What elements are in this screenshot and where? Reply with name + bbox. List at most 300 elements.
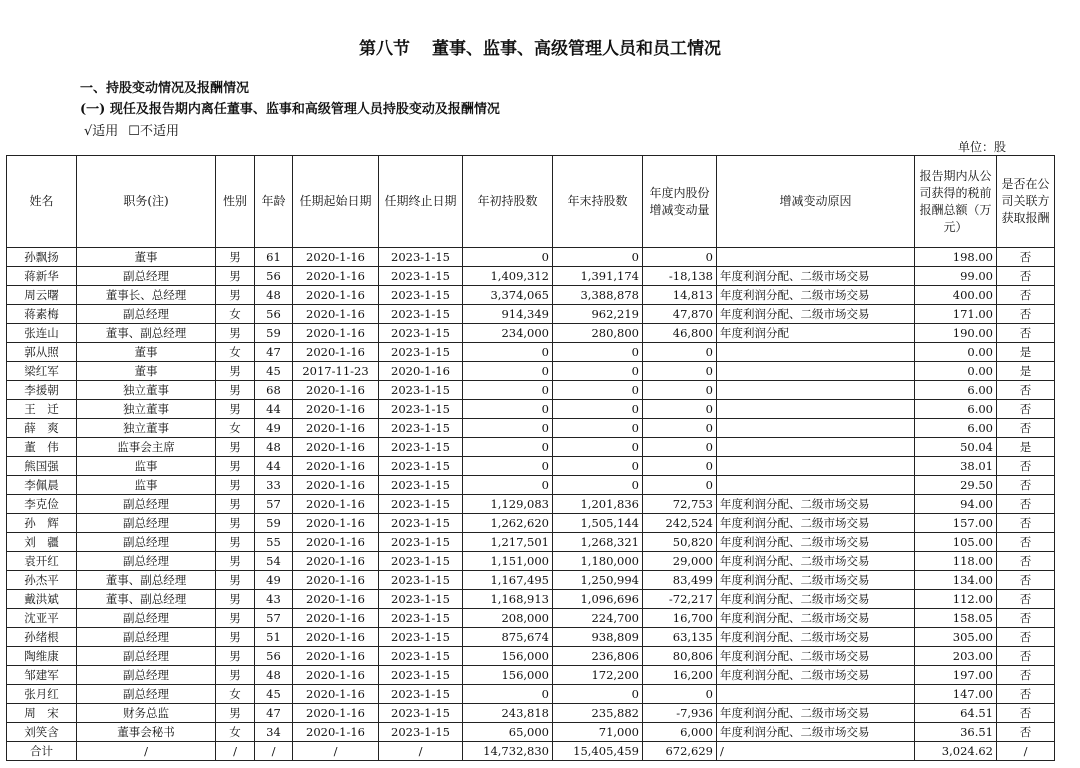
cell-related-party: 否 bbox=[997, 476, 1055, 495]
cell-shares-end: 1,268,321 bbox=[553, 533, 643, 552]
cell-position: / bbox=[77, 742, 216, 761]
cell-shares-end: 15,405,459 bbox=[553, 742, 643, 761]
cell-term-start: 2020-1-16 bbox=[293, 267, 379, 286]
cell-age: 48 bbox=[255, 286, 293, 305]
table-row bbox=[7, 609, 1055, 628]
cell-age: / bbox=[255, 742, 293, 761]
cell-related-party: 否 bbox=[997, 666, 1055, 685]
cell-term-end: 2023-1-15 bbox=[379, 400, 463, 419]
cell-shares-change: -7,936 bbox=[643, 704, 717, 723]
cell-term-start: 2017-11-23 bbox=[293, 362, 379, 381]
cell-shares-end: 962,219 bbox=[553, 305, 643, 324]
cell-term-end: 2023-1-15 bbox=[379, 438, 463, 457]
cell-age: 56 bbox=[255, 647, 293, 666]
cell-compensation: 6.00 bbox=[915, 381, 997, 400]
table-row bbox=[7, 419, 1055, 438]
cell-term-start: 2020-1-16 bbox=[293, 514, 379, 533]
cell-name: 周 宋 bbox=[7, 704, 77, 723]
cell-term-end: 2023-1-15 bbox=[379, 666, 463, 685]
cell-gender: 女 bbox=[216, 723, 255, 742]
cell-compensation: 198.00 bbox=[915, 248, 997, 267]
cell-change-reason: 年度利润分配 bbox=[717, 324, 915, 343]
cell-term-start: 2020-1-16 bbox=[293, 704, 379, 723]
cell-position: 董事、副总经理 bbox=[77, 324, 216, 343]
cell-name: 陶维康 bbox=[7, 647, 77, 666]
cell-related-party: 否 bbox=[997, 248, 1055, 267]
cell-shares-start: 1,262,620 bbox=[463, 514, 553, 533]
cell-term-end: 2023-1-15 bbox=[379, 248, 463, 267]
table-row bbox=[7, 742, 1055, 761]
cell-name: 戴洪斌 bbox=[7, 590, 77, 609]
cell-position: 董事 bbox=[77, 248, 216, 267]
cell-term-end: 2023-1-15 bbox=[379, 552, 463, 571]
cell-compensation: 171.00 bbox=[915, 305, 997, 324]
col-shares-start: 年初持股数 bbox=[463, 156, 553, 248]
table-row bbox=[7, 305, 1055, 324]
cell-term-end: 2023-1-15 bbox=[379, 286, 463, 305]
cell-shares-end: 0 bbox=[553, 343, 643, 362]
cell-shares-change: 0 bbox=[643, 381, 717, 400]
cell-term-end: 2023-1-15 bbox=[379, 609, 463, 628]
cell-related-party: 否 bbox=[997, 533, 1055, 552]
cell-name: 合计 bbox=[7, 742, 77, 761]
cell-shares-end: 0 bbox=[553, 381, 643, 400]
cell-shares-change: 29,000 bbox=[643, 552, 717, 571]
cell-shares-start: 1,409,312 bbox=[463, 267, 553, 286]
cell-gender: 男 bbox=[216, 514, 255, 533]
cell-gender: 男 bbox=[216, 495, 255, 514]
cell-term-start: 2020-1-16 bbox=[293, 552, 379, 571]
cell-age: 47 bbox=[255, 704, 293, 723]
cell-term-start: 2020-1-16 bbox=[293, 476, 379, 495]
cell-position: 监事 bbox=[77, 476, 216, 495]
cell-name: 袁开红 bbox=[7, 552, 77, 571]
cell-shares-end: 3,388,878 bbox=[553, 286, 643, 305]
cell-position: 副总经理 bbox=[77, 609, 216, 628]
table-row bbox=[7, 343, 1055, 362]
cell-age: 44 bbox=[255, 457, 293, 476]
cell-change-reason bbox=[717, 685, 915, 704]
cell-term-end: 2023-1-15 bbox=[379, 628, 463, 647]
cell-position: 副总经理 bbox=[77, 666, 216, 685]
cell-compensation: 112.00 bbox=[915, 590, 997, 609]
table-row bbox=[7, 704, 1055, 723]
cell-shares-change: 0 bbox=[643, 343, 717, 362]
cell-shares-start: 914,349 bbox=[463, 305, 553, 324]
cell-position: 独立董事 bbox=[77, 400, 216, 419]
table-row bbox=[7, 666, 1055, 685]
cell-term-start: 2020-1-16 bbox=[293, 419, 379, 438]
cell-term-end: 2023-1-15 bbox=[379, 381, 463, 400]
cell-term-start: 2020-1-16 bbox=[293, 609, 379, 628]
col-change-reason: 增减变动原因 bbox=[717, 156, 915, 248]
cell-position: 财务总监 bbox=[77, 704, 216, 723]
cell-term-end: 2023-1-15 bbox=[379, 343, 463, 362]
cell-age: 45 bbox=[255, 362, 293, 381]
cell-name: 王 迁 bbox=[7, 400, 77, 419]
cell-age: 61 bbox=[255, 248, 293, 267]
cell-shares-start: 14,732,830 bbox=[463, 742, 553, 761]
cell-compensation: 3,024.62 bbox=[915, 742, 997, 761]
cell-shares-change: -72,217 bbox=[643, 590, 717, 609]
cell-position: 董事会秘书 bbox=[77, 723, 216, 742]
cell-age: 44 bbox=[255, 400, 293, 419]
cell-gender: 男 bbox=[216, 647, 255, 666]
cell-gender: 男 bbox=[216, 609, 255, 628]
table-row bbox=[7, 381, 1055, 400]
cell-term-end: 2023-1-15 bbox=[379, 495, 463, 514]
table-row bbox=[7, 590, 1055, 609]
cell-age: 43 bbox=[255, 590, 293, 609]
cell-shares-start: 65,000 bbox=[463, 723, 553, 742]
section-name: 董事、监事、高级管理人员和员工情况 bbox=[432, 39, 721, 59]
cell-gender: 男 bbox=[216, 590, 255, 609]
cell-shares-change: 0 bbox=[643, 457, 717, 476]
cell-name: 孙杰平 bbox=[7, 571, 77, 590]
cell-position: 董事、副总经理 bbox=[77, 590, 216, 609]
cell-shares-end: 1,180,000 bbox=[553, 552, 643, 571]
cell-term-start: 2020-1-16 bbox=[293, 723, 379, 742]
cell-name: 邹建军 bbox=[7, 666, 77, 685]
cell-name: 孙绪根 bbox=[7, 628, 77, 647]
cell-shares-start: 0 bbox=[463, 685, 553, 704]
cell-shares-start: 0 bbox=[463, 362, 553, 381]
cell-gender: 女 bbox=[216, 305, 255, 324]
cell-position: 副总经理 bbox=[77, 685, 216, 704]
cell-name: 孙 辉 bbox=[7, 514, 77, 533]
cell-shares-change: 0 bbox=[643, 400, 717, 419]
holdings-table-continued-body bbox=[7, 609, 1055, 761]
cell-name: 李佩晨 bbox=[7, 476, 77, 495]
cell-position: 董事、副总经理 bbox=[77, 571, 216, 590]
cell-compensation: 197.00 bbox=[915, 666, 997, 685]
cell-compensation: 94.00 bbox=[915, 495, 997, 514]
cell-related-party: 否 bbox=[997, 704, 1055, 723]
cell-shares-start: 0 bbox=[463, 343, 553, 362]
cell-term-start: 2020-1-16 bbox=[293, 571, 379, 590]
cell-gender: 女 bbox=[216, 419, 255, 438]
cell-gender: 男 bbox=[216, 438, 255, 457]
cell-term-end: / bbox=[379, 742, 463, 761]
cell-age: 48 bbox=[255, 438, 293, 457]
col-position: 职务(注) bbox=[77, 156, 216, 248]
cell-term-end: 2023-1-15 bbox=[379, 419, 463, 438]
cell-term-end: 2023-1-15 bbox=[379, 457, 463, 476]
cell-name: 郭从照 bbox=[7, 343, 77, 362]
cell-compensation: 99.00 bbox=[915, 267, 997, 286]
cell-compensation: 134.00 bbox=[915, 571, 997, 590]
col-term-end: 任期终止日期 bbox=[379, 156, 463, 248]
cell-compensation: 400.00 bbox=[915, 286, 997, 305]
cell-shares-end: 1,201,836 bbox=[553, 495, 643, 514]
cell-term-end: 2020-1-16 bbox=[379, 362, 463, 381]
cell-shares-start: 0 bbox=[463, 476, 553, 495]
cell-related-party: 否 bbox=[997, 305, 1055, 324]
heading-1: 一、持股变动情况及报酬情况 bbox=[80, 81, 250, 96]
cell-position: 副总经理 bbox=[77, 267, 216, 286]
cell-age: 34 bbox=[255, 723, 293, 742]
cell-change-reason: 年度利润分配、二级市场交易 bbox=[717, 552, 915, 571]
table-row bbox=[7, 457, 1055, 476]
table-row bbox=[7, 495, 1055, 514]
cell-gender: 男 bbox=[216, 533, 255, 552]
cell-change-reason: 年度利润分配、二级市场交易 bbox=[717, 495, 915, 514]
table-row bbox=[7, 476, 1055, 495]
cell-age: 51 bbox=[255, 628, 293, 647]
cell-name: 薛 爽 bbox=[7, 419, 77, 438]
cell-term-start: 2020-1-16 bbox=[293, 305, 379, 324]
cell-shares-change: -18,138 bbox=[643, 267, 717, 286]
heading-2: (一) 现任及报告期内离任董事、监事和高级管理人员持股变动及报酬情况 bbox=[80, 102, 500, 117]
cell-shares-change: 63,135 bbox=[643, 628, 717, 647]
table-row bbox=[7, 324, 1055, 343]
cell-shares-end: 0 bbox=[553, 419, 643, 438]
cell-shares-start: 0 bbox=[463, 381, 553, 400]
cell-name: 李克俭 bbox=[7, 495, 77, 514]
cell-related-party: 是 bbox=[997, 438, 1055, 457]
cell-shares-end: 938,809 bbox=[553, 628, 643, 647]
cell-shares-end: 0 bbox=[553, 248, 643, 267]
cell-term-end: 2023-1-15 bbox=[379, 267, 463, 286]
cell-change-reason bbox=[717, 457, 915, 476]
cell-shares-change: 80,806 bbox=[643, 647, 717, 666]
cell-change-reason: 年度利润分配、二级市场交易 bbox=[717, 647, 915, 666]
cell-gender: 男 bbox=[216, 457, 255, 476]
cell-shares-change: 0 bbox=[643, 248, 717, 267]
cell-shares-end: 1,505,144 bbox=[553, 514, 643, 533]
cell-term-start: 2020-1-16 bbox=[293, 647, 379, 666]
cell-shares-end: 235,882 bbox=[553, 704, 643, 723]
cell-shares-start: 875,674 bbox=[463, 628, 553, 647]
cell-change-reason: 年度利润分配、二级市场交易 bbox=[717, 533, 915, 552]
cell-change-reason: 年度利润分配、二级市场交易 bbox=[717, 305, 915, 324]
cell-shares-start: 156,000 bbox=[463, 666, 553, 685]
cell-age: 48 bbox=[255, 666, 293, 685]
cell-change-reason bbox=[717, 476, 915, 495]
cell-shares-change: 0 bbox=[643, 476, 717, 495]
cell-change-reason: 年度利润分配、二级市场交易 bbox=[717, 267, 915, 286]
cell-shares-change: 83,499 bbox=[643, 571, 717, 590]
cell-related-party: 否 bbox=[997, 628, 1055, 647]
cell-change-reason bbox=[717, 438, 915, 457]
cell-name: 蒋素梅 bbox=[7, 305, 77, 324]
table-row bbox=[7, 647, 1055, 666]
cell-related-party: 否 bbox=[997, 590, 1055, 609]
cell-shares-start: 3,374,065 bbox=[463, 286, 553, 305]
cell-compensation: 38.01 bbox=[915, 457, 997, 476]
cell-age: 54 bbox=[255, 552, 293, 571]
cell-shares-end: 0 bbox=[553, 438, 643, 457]
col-name: 姓名 bbox=[7, 156, 77, 248]
cell-term-start: 2020-1-16 bbox=[293, 343, 379, 362]
cell-age: 33 bbox=[255, 476, 293, 495]
cell-shares-change: 16,200 bbox=[643, 666, 717, 685]
cell-shares-change: 16,700 bbox=[643, 609, 717, 628]
cell-name: 张连山 bbox=[7, 324, 77, 343]
cell-gender: 女 bbox=[216, 343, 255, 362]
table-row bbox=[7, 514, 1055, 533]
cell-shares-change: 0 bbox=[643, 685, 717, 704]
cell-position: 副总经理 bbox=[77, 305, 216, 324]
cell-term-end: 2023-1-15 bbox=[379, 704, 463, 723]
cell-change-reason: 年度利润分配、二级市场交易 bbox=[717, 571, 915, 590]
cell-shares-start: 1,129,083 bbox=[463, 495, 553, 514]
cell-age: 57 bbox=[255, 495, 293, 514]
cell-age: 68 bbox=[255, 381, 293, 400]
cell-compensation: 0.00 bbox=[915, 343, 997, 362]
cell-position: 副总经理 bbox=[77, 628, 216, 647]
cell-shares-change: 14,813 bbox=[643, 286, 717, 305]
holdings-table-body bbox=[7, 248, 1055, 609]
col-gender: 性别 bbox=[216, 156, 255, 248]
cell-compensation: 157.00 bbox=[915, 514, 997, 533]
cell-related-party: 否 bbox=[997, 609, 1055, 628]
cell-shares-end: 280,800 bbox=[553, 324, 643, 343]
cell-shares-change: 0 bbox=[643, 419, 717, 438]
cell-change-reason: 年度利润分配、二级市场交易 bbox=[717, 666, 915, 685]
cell-position: 副总经理 bbox=[77, 533, 216, 552]
cell-age: 45 bbox=[255, 685, 293, 704]
cell-age: 55 bbox=[255, 533, 293, 552]
table-row bbox=[7, 533, 1055, 552]
cell-name: 李援朝 bbox=[7, 381, 77, 400]
cell-shares-end: 0 bbox=[553, 457, 643, 476]
cell-related-party: 否 bbox=[997, 267, 1055, 286]
cell-term-start: 2020-1-16 bbox=[293, 533, 379, 552]
cell-compensation: 50.04 bbox=[915, 438, 997, 457]
cell-age: 49 bbox=[255, 419, 293, 438]
cell-term-start: 2020-1-16 bbox=[293, 457, 379, 476]
cell-change-reason bbox=[717, 248, 915, 267]
cell-compensation: 147.00 bbox=[915, 685, 997, 704]
cell-term-start: 2020-1-16 bbox=[293, 628, 379, 647]
cell-shares-end: 1,096,696 bbox=[553, 590, 643, 609]
cell-shares-change: 72,753 bbox=[643, 495, 717, 514]
col-term-start: 任期起始日期 bbox=[293, 156, 379, 248]
cell-shares-start: 0 bbox=[463, 248, 553, 267]
cell-term-start: 2020-1-16 bbox=[293, 381, 379, 400]
cell-name: 刘笑含 bbox=[7, 723, 77, 742]
cell-compensation: 6.00 bbox=[915, 400, 997, 419]
col-shares-end: 年末持股数 bbox=[553, 156, 643, 248]
holdings-table bbox=[6, 155, 1055, 609]
table-row bbox=[7, 400, 1055, 419]
cell-age: 47 bbox=[255, 343, 293, 362]
table-row bbox=[7, 438, 1055, 457]
table-row bbox=[7, 267, 1055, 286]
cell-term-end: 2023-1-15 bbox=[379, 647, 463, 666]
cell-shares-change: 242,524 bbox=[643, 514, 717, 533]
applicable-yes: √适用 bbox=[84, 124, 119, 139]
cell-name: 沈亚平 bbox=[7, 609, 77, 628]
cell-age: 57 bbox=[255, 609, 293, 628]
cell-change-reason bbox=[717, 381, 915, 400]
table-row bbox=[7, 628, 1055, 647]
cell-change-reason: 年度利润分配、二级市场交易 bbox=[717, 704, 915, 723]
cell-name: 董 伟 bbox=[7, 438, 77, 457]
cell-gender: 男 bbox=[216, 571, 255, 590]
col-age: 年龄 bbox=[255, 156, 293, 248]
cell-position: 董事长、总经理 bbox=[77, 286, 216, 305]
table-row bbox=[7, 286, 1055, 305]
cell-shares-end: 236,806 bbox=[553, 647, 643, 666]
cell-gender: 男 bbox=[216, 381, 255, 400]
cell-name: 孙飘扬 bbox=[7, 248, 77, 267]
cell-related-party: 否 bbox=[997, 495, 1055, 514]
cell-shares-start: 234,000 bbox=[463, 324, 553, 343]
cell-compensation: 36.51 bbox=[915, 723, 997, 742]
cell-shares-end: 1,250,994 bbox=[553, 571, 643, 590]
cell-change-reason bbox=[717, 419, 915, 438]
cell-compensation: 6.00 bbox=[915, 419, 997, 438]
cell-compensation: 64.51 bbox=[915, 704, 997, 723]
cell-term-start: 2020-1-16 bbox=[293, 685, 379, 704]
cell-change-reason bbox=[717, 362, 915, 381]
cell-age: 59 bbox=[255, 324, 293, 343]
holdings-table-continued bbox=[6, 608, 1055, 761]
cell-position: 董事 bbox=[77, 362, 216, 381]
cell-related-party: 否 bbox=[997, 286, 1055, 305]
cell-change-reason bbox=[717, 343, 915, 362]
cell-age: 56 bbox=[255, 267, 293, 286]
cell-position: 独立董事 bbox=[77, 419, 216, 438]
cell-name: 张月红 bbox=[7, 685, 77, 704]
cell-name: 刘 疆 bbox=[7, 533, 77, 552]
col-compensation: 报告期内从公司获得的税前报酬总额（万元） bbox=[915, 156, 997, 248]
cell-gender: 男 bbox=[216, 324, 255, 343]
cell-gender: 男 bbox=[216, 704, 255, 723]
cell-shares-start: 243,818 bbox=[463, 704, 553, 723]
cell-compensation: 203.00 bbox=[915, 647, 997, 666]
cell-shares-start: 0 bbox=[463, 419, 553, 438]
cell-term-end: 2023-1-15 bbox=[379, 533, 463, 552]
cell-related-party: 是 bbox=[997, 343, 1055, 362]
cell-shares-start: 1,217,501 bbox=[463, 533, 553, 552]
cell-change-reason: 年度利润分配、二级市场交易 bbox=[717, 628, 915, 647]
cell-related-party: 是 bbox=[997, 362, 1055, 381]
cell-term-end: 2023-1-15 bbox=[379, 476, 463, 495]
cell-term-start: 2020-1-16 bbox=[293, 590, 379, 609]
cell-compensation: 158.05 bbox=[915, 609, 997, 628]
applicable-no: ☐不适用 bbox=[128, 124, 179, 139]
cell-compensation: 305.00 bbox=[915, 628, 997, 647]
cell-shares-start: 0 bbox=[463, 457, 553, 476]
header-row bbox=[7, 156, 1055, 248]
cell-shares-change: 6,000 bbox=[643, 723, 717, 742]
cell-shares-change: 672,629 bbox=[643, 742, 717, 761]
cell-shares-end: 1,391,174 bbox=[553, 267, 643, 286]
cell-change-reason: 年度利润分配、二级市场交易 bbox=[717, 286, 915, 305]
cell-term-end: 2023-1-15 bbox=[379, 514, 463, 533]
cell-shares-end: 0 bbox=[553, 362, 643, 381]
cell-shares-change: 50,820 bbox=[643, 533, 717, 552]
cell-related-party: 否 bbox=[997, 647, 1055, 666]
cell-gender: / bbox=[216, 742, 255, 761]
cell-related-party: 否 bbox=[997, 419, 1055, 438]
cell-term-start: 2020-1-16 bbox=[293, 666, 379, 685]
cell-gender: 男 bbox=[216, 362, 255, 381]
cell-term-start: 2020-1-16 bbox=[293, 286, 379, 305]
cell-gender: 男 bbox=[216, 552, 255, 571]
cell-shares-change: 0 bbox=[643, 438, 717, 457]
cell-shares-end: 224,700 bbox=[553, 609, 643, 628]
cell-term-end: 2023-1-15 bbox=[379, 685, 463, 704]
cell-gender: 女 bbox=[216, 685, 255, 704]
cell-shares-change: 47,870 bbox=[643, 305, 717, 324]
cell-gender: 男 bbox=[216, 400, 255, 419]
cell-related-party: 否 bbox=[997, 552, 1055, 571]
cell-gender: 男 bbox=[216, 248, 255, 267]
